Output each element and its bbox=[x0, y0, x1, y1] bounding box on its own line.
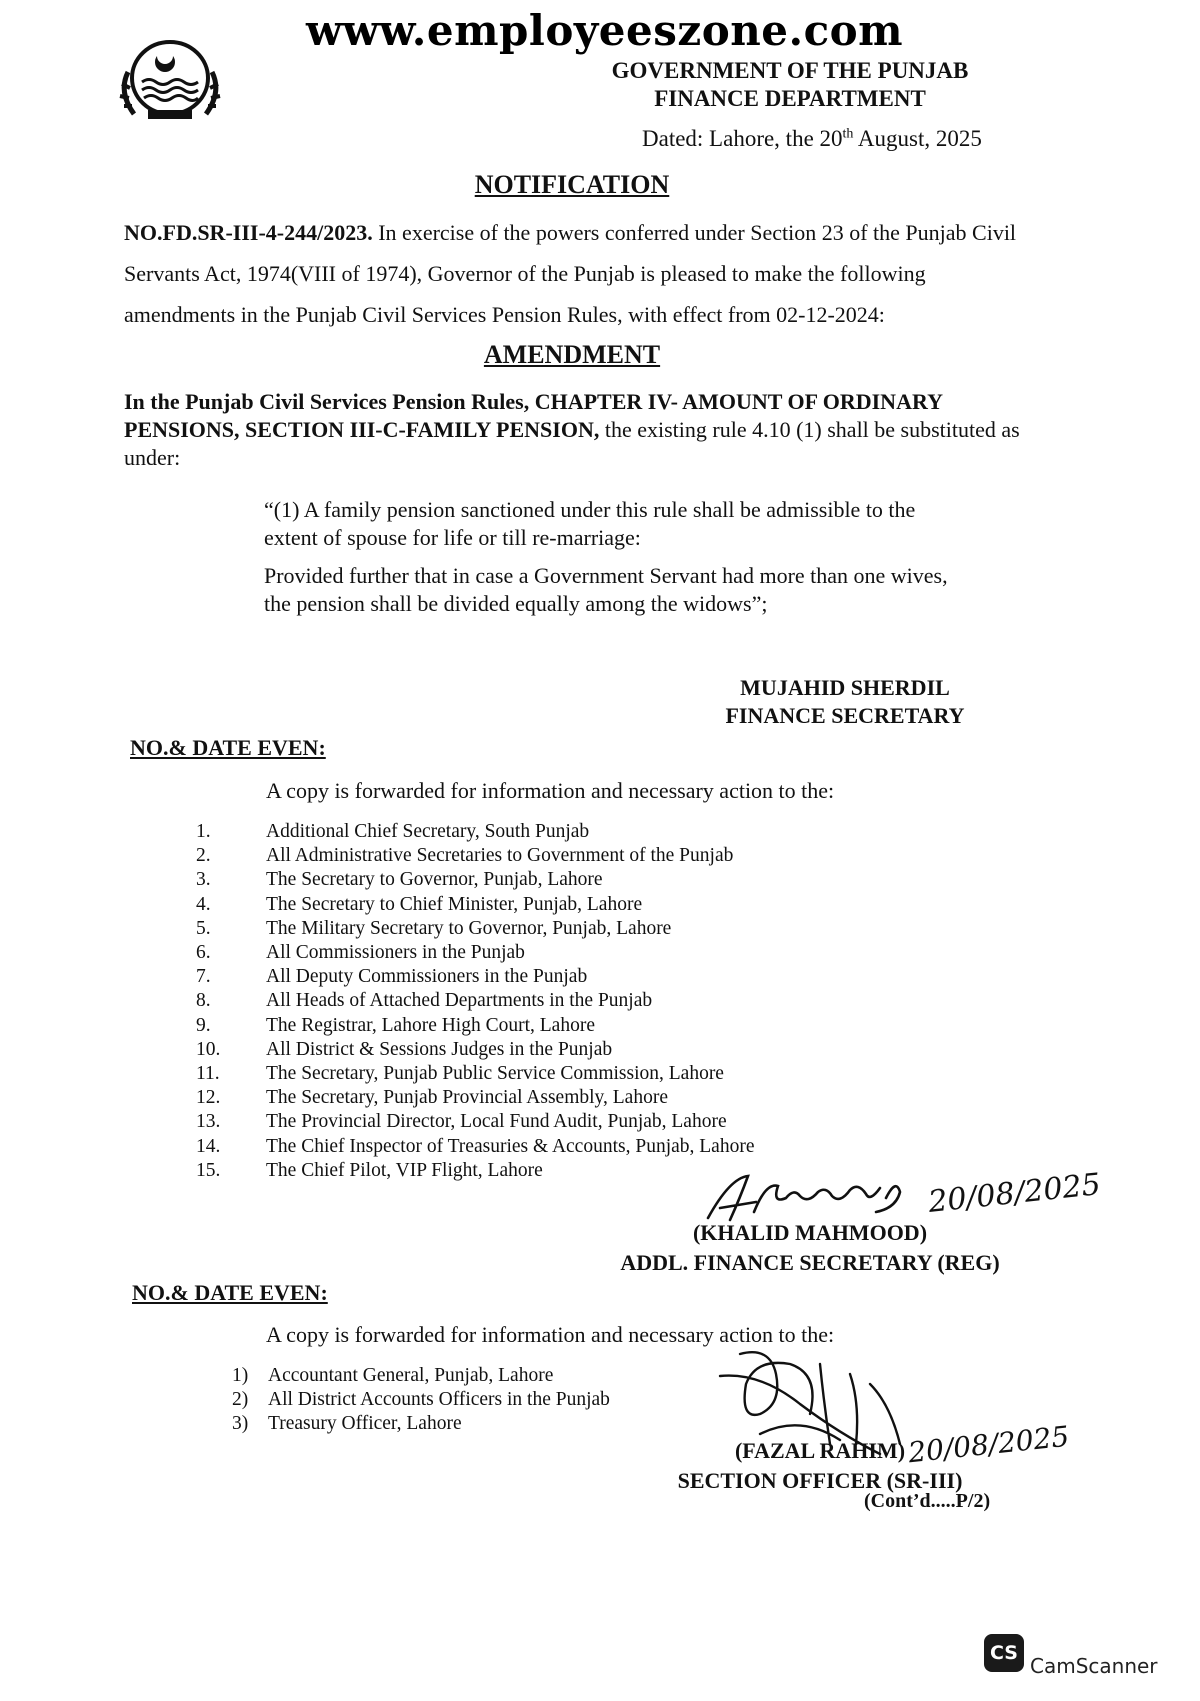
list-item bbox=[196, 965, 754, 989]
list-item-number: 2. bbox=[196, 845, 211, 867]
list-item-text: The Registrar, Lahore High Court, Lahore bbox=[266, 1014, 595, 1036]
list-item-number: 6. bbox=[196, 942, 211, 964]
list-item-number: 15. bbox=[196, 1159, 221, 1181]
list-item-number: 14. bbox=[196, 1135, 221, 1157]
list-item-text: The Secretary to Governor, Punjab, Lahore bbox=[266, 869, 603, 891]
distribution-intro-2: A copy is forwarded for information and necessary action to the: bbox=[266, 1322, 835, 1347]
addl-secretary-name: (KHALID MAHMOOD) bbox=[692, 1220, 928, 1245]
addl-finance-secretary-block bbox=[600, 1218, 1020, 1278]
notification-body: NO.FD.SR-III-4-244/2023. In exercise of the powers conferred under Section 23 of the Punjab Civil Servants Act, 1974(VIII of 1974), Governor of the Punjab is pleased to make the following amendments in the Punjab Civil Services Pension Rules, with effect from 02-12-2024: bbox=[124, 220, 1017, 327]
list-item-number: 11. bbox=[196, 1063, 220, 1085]
notification-number: NO.FD.SR-III-4-244/2023. bbox=[124, 220, 373, 245]
list-item-text: The Military Secretary to Governor, Punjab, Lahore bbox=[266, 917, 672, 939]
list-item-number: 1. bbox=[196, 821, 211, 842]
list-item-number: 7. bbox=[196, 966, 211, 988]
amendment-title: AMENDMENT bbox=[483, 340, 661, 369]
list-item bbox=[232, 1364, 610, 1388]
list-item-text: The Chief Inspector of Treasuries & Accounts, Punjab, Lahore bbox=[266, 1135, 755, 1157]
date-line: Dated: Lahore, the 20th August, 2025 bbox=[642, 126, 982, 151]
list-item-text: The Chief Pilot, VIP Flight, Lahore bbox=[266, 1159, 543, 1181]
list-item bbox=[196, 820, 754, 844]
amendment-lead: In the Punjab Civil Services Pension Rules, CHAPTER IV- AMOUNT OF ORDINARY PENSIONS, SECTION III-C-FAMILY PENSION, the existing rule 4.10 (1) shall be substituted as under: bbox=[124, 389, 1020, 470]
addl-secretary-handwritten-date: 20/08/2025 bbox=[926, 1167, 1103, 1220]
list-item-number: 12. bbox=[196, 1087, 221, 1109]
list-item-text: Accountant General, Punjab, Lahore bbox=[268, 1365, 554, 1386]
list-item bbox=[196, 1086, 754, 1110]
list-item-text: The Secretary, Punjab Provincial Assembly, Lahore bbox=[266, 1087, 668, 1109]
list-item-text: All Administrative Secretaries to Government of the Punjab bbox=[266, 845, 734, 867]
list-item-number: 8. bbox=[196, 990, 211, 1012]
list-item bbox=[196, 989, 754, 1013]
amended-rule-text: “(1) A family pension sanctioned under this rule shall be admissible to the extent of spouse for life or till re-marriage: bbox=[264, 497, 916, 550]
secretary-name: MUJAHID SHERDIL bbox=[740, 675, 950, 700]
list-item bbox=[196, 1038, 754, 1062]
list-item-number: 2) bbox=[232, 1389, 249, 1411]
list-item-number: 5. bbox=[196, 917, 211, 939]
list-item bbox=[196, 868, 754, 892]
section-officer-handwritten-date: 20/08/2025 bbox=[906, 1419, 1071, 1470]
secretary-designation: FINANCE SECRETARY bbox=[725, 703, 965, 728]
list-item-text: The Secretary to Chief Minister, Punjab, Lahore bbox=[266, 893, 643, 915]
list-item-number: 13. bbox=[196, 1111, 221, 1133]
list-item bbox=[196, 893, 754, 917]
list-item-number: 3. bbox=[196, 869, 211, 891]
continued-note: (Cont’d.....P/2) bbox=[864, 1490, 991, 1512]
list-item-text: All District Accounts Officers in the Punjab bbox=[268, 1389, 610, 1411]
notification-title: NOTIFICATION bbox=[474, 170, 670, 199]
section-officer-name: (FAZAL RAHIM) bbox=[734, 1438, 906, 1463]
watermark-text: www.employeeszone.com bbox=[306, 6, 904, 55]
distribution-list-1 bbox=[196, 820, 754, 1183]
list-item bbox=[196, 1135, 754, 1159]
section-officer-block bbox=[640, 1436, 1000, 1496]
list-item-text: All District & Sessions Judges in the Punjab bbox=[266, 1038, 613, 1060]
department-header: FINANCE DEPARTMENT bbox=[654, 86, 926, 111]
list-item-number: 1) bbox=[232, 1365, 249, 1386]
camscanner-label: CamScanner bbox=[1030, 1654, 1158, 1678]
list-item-text: The Provincial Director, Local Fund Audit, Punjab, Lahore bbox=[266, 1111, 727, 1133]
amended-rule-proviso: Provided further that in case a Government Servant had more than one wives, the pension shall be divided equally among the widows”; bbox=[264, 563, 948, 616]
list-item-number: 3) bbox=[232, 1413, 249, 1435]
list-item-number: 9. bbox=[196, 1014, 211, 1036]
punjab-government-logo bbox=[112, 34, 228, 124]
list-item bbox=[196, 941, 754, 965]
finance-secretary-block bbox=[700, 674, 990, 730]
camscanner-logo: CS bbox=[984, 1634, 1024, 1672]
list-item-text: All Commissioners in the Punjab bbox=[266, 942, 525, 964]
list-item-text: Treasury Officer, Lahore bbox=[268, 1413, 462, 1435]
list-item bbox=[196, 1159, 754, 1183]
list-item bbox=[196, 917, 754, 941]
list-item bbox=[196, 844, 754, 868]
addl-secretary-designation: ADDL. FINANCE SECRETARY (REG) bbox=[620, 1250, 1000, 1275]
list-item bbox=[196, 1110, 754, 1134]
list-item bbox=[232, 1412, 610, 1436]
distribution-intro-1: A copy is forwarded for information and necessary action to the: bbox=[266, 778, 835, 803]
list-item bbox=[232, 1388, 610, 1412]
list-item bbox=[196, 1014, 754, 1038]
list-item-text: All Heads of Attached Departments in the Punjab bbox=[266, 990, 653, 1012]
distribution-list-2 bbox=[232, 1364, 610, 1437]
list-item-text: All Deputy Commissioners in the Punjab bbox=[266, 966, 588, 988]
section-officer-designation: SECTION OFFICER (SR-III) bbox=[677, 1468, 963, 1493]
list-item bbox=[196, 1062, 754, 1086]
distribution-heading-2: NO.& DATE EVEN: bbox=[132, 1280, 328, 1305]
list-item-number: 4. bbox=[196, 893, 211, 915]
list-item-text: The Secretary, Punjab Public Service Commission, Lahore bbox=[266, 1063, 724, 1085]
list-item-text: Additional Chief Secretary, South Punjab bbox=[266, 821, 590, 842]
list-item-number: 10. bbox=[196, 1038, 221, 1060]
distribution-heading-1: NO.& DATE EVEN: bbox=[130, 735, 326, 760]
government-header: GOVERNMENT OF THE PUNJAB bbox=[611, 58, 969, 83]
